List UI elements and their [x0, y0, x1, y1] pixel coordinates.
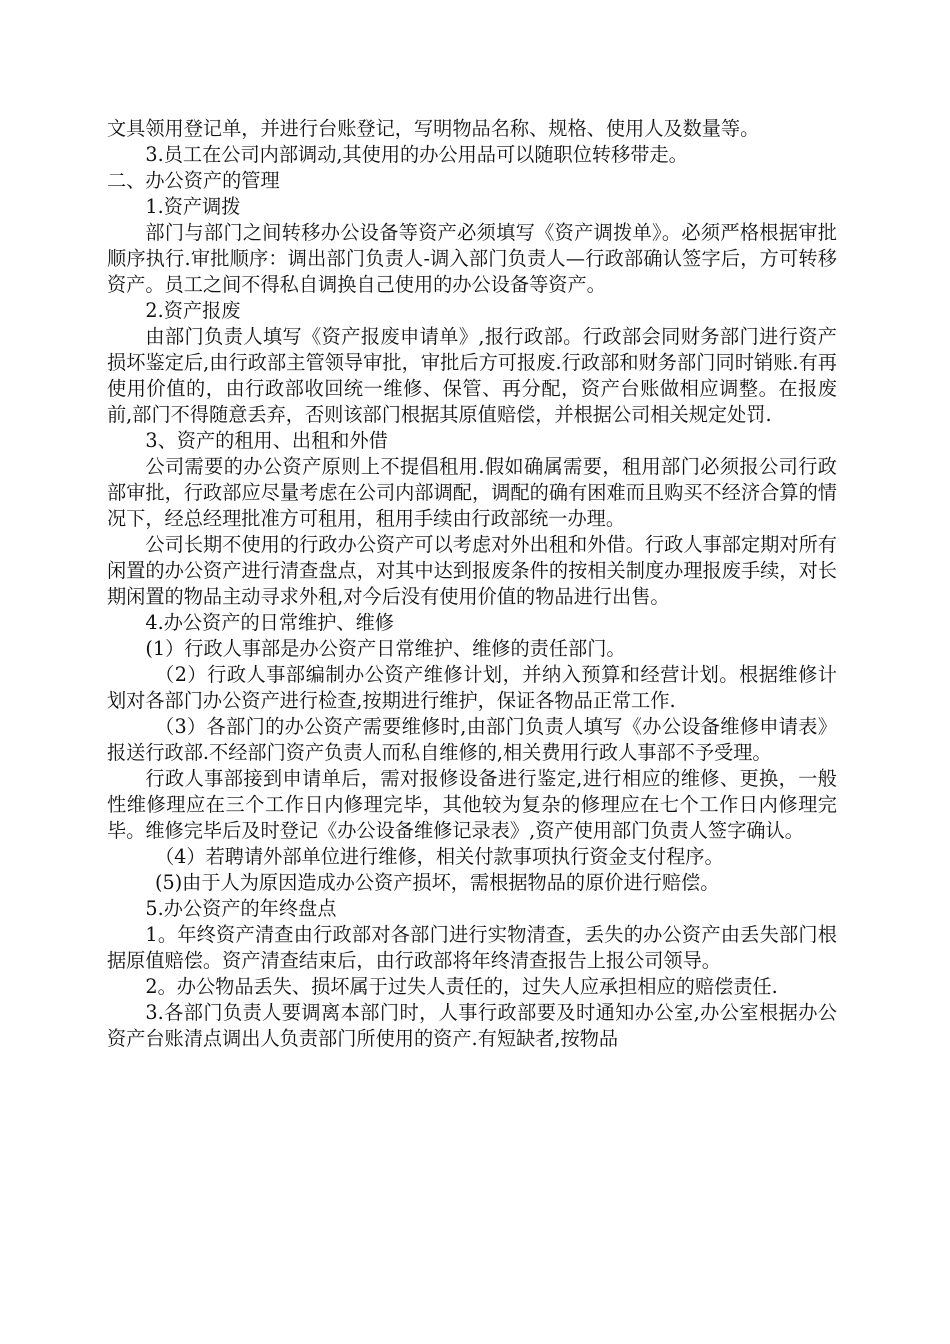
paragraph-repair-process: 行政人事部接到申请单后，需对报修设备进行鉴定,进行相应的维修、更换，一般性维修理应在三个工作日内修理完毕，其他较为复杂的修理应在七个工作日内修理完毕。维修完毕后及时登记《办公设备维修记录表》,资产使用部门负责人签字确认。 — [107, 767, 837, 842]
clause-3-transfer: 3.员工在公司内部调动,其使用的办公用品可以随职位转移带走。 — [145, 143, 688, 166]
subheading-asset-leasing: 3、资产的租用、出租和外借 — [145, 429, 388, 452]
item-maintenance-5: (5)由于人为原因造成办公资产损坏，需根据物品的原价进行赔偿。 — [155, 871, 720, 894]
subheading-asset-scrapping: 2.资产报废 — [145, 299, 241, 322]
paragraph-asset-allocation: 部门与部门之间转移办公设备等资产必须填写《资产调拨单》。必须严格根据审批顺序执行.审批顺序：调出部门负责人-调入部门负责人—行政部确认签字后，方可转移资产。员工之间不得私自调换自己使用的办公设备等资产。 — [107, 221, 837, 296]
paragraph-idle-assets: 公司长期不使用的行政办公资产可以考虑对外出租和外借。行政人事部定期对所有闲置的办公资产进行清查盘点，对其中达到报废条件的按相关制度办理报废手续，对长期闲置的物品主动寻求外租,对今后没有使用价值的物品进行出售。 — [107, 533, 837, 608]
paragraph-asset-scrapping: 由部门负责人填写《资产报废申请单》,报行政部。行政部会同财务部门进行资产损坏鉴定后,由行政部主管领导审批，审批后方可报废.行政部和财务部门同时销账.有再使用价值的，由行政部收回统一维修、保管、再分配，资产台账做相应调整。在报废前,部门不得随意丢弃，否则该部门根据其原值赔偿，并根据公司相关规定处罚. — [107, 325, 837, 426]
subheading-maintenance: 4.办公资产的日常维护、维修 — [145, 611, 394, 634]
paragraph-inventory-1: 1。年终资产清查由行政部对各部门进行实物清查，丢失的办公资产由丢失部门根据原值赔偿。资产清查结束后，由行政部将年终清查报告上报公司领导。 — [107, 923, 837, 972]
item-maintenance-4: （4）若聘请外部单位进行维修，相关付款事项执行资金支付程序。 — [155, 845, 724, 868]
item-maintenance-2: （2）行政人事部编制办公资产维修计划，并纳入预算和经营计划。根据维修计划对各部门办公资产进行检查,按期进行维护，保证各物品正常工作. — [107, 663, 837, 712]
paragraph-continuation: 文具领用登记单，并进行台账登记，写明物品名称、规格、使用人及数量等。 — [107, 117, 760, 140]
document-body — [107, 116, 837, 1052]
paragraph-inventory-3: 3.各部门负责人要调离本部门时，人事行政部要及时通知办公室,办公室根据办公资产台账清点调出人负责部门所使用的资产.有短缺者,按物品 — [107, 1001, 837, 1050]
paragraph-asset-leasing: 公司需要的办公资产原则上不提倡租用.假如确属需要，租用部门必须报公司行政部审批，行政部应尽量考虑在公司内部调配，调配的确有困难而且购买不经济合算的情况下，经总经理批准方可租用，租用手续由行政部统一办理。 — [107, 455, 837, 530]
paragraph-inventory-2: 2。办公物品丢失、损坏属于过失人责任的，过失人应承担相应的赔偿责任. — [145, 975, 778, 998]
section-heading-asset-management: 二、办公资产的管理 — [107, 169, 280, 192]
subheading-asset-allocation: 1.资产调拨 — [145, 195, 241, 218]
subheading-year-end-inventory: 5.办公资产的年终盘点 — [145, 897, 337, 920]
item-maintenance-1: (1）行政人事部是办公资产日常维护、维修的责任部门。 — [145, 637, 626, 660]
item-maintenance-3: （3）各部门的办公资产需要维修时,由部门负责人填写《办公设备维修申请表》报送行政部.不经部门资产负责人而私自维修的,相关费用行政人事部不予受理。 — [107, 715, 837, 764]
